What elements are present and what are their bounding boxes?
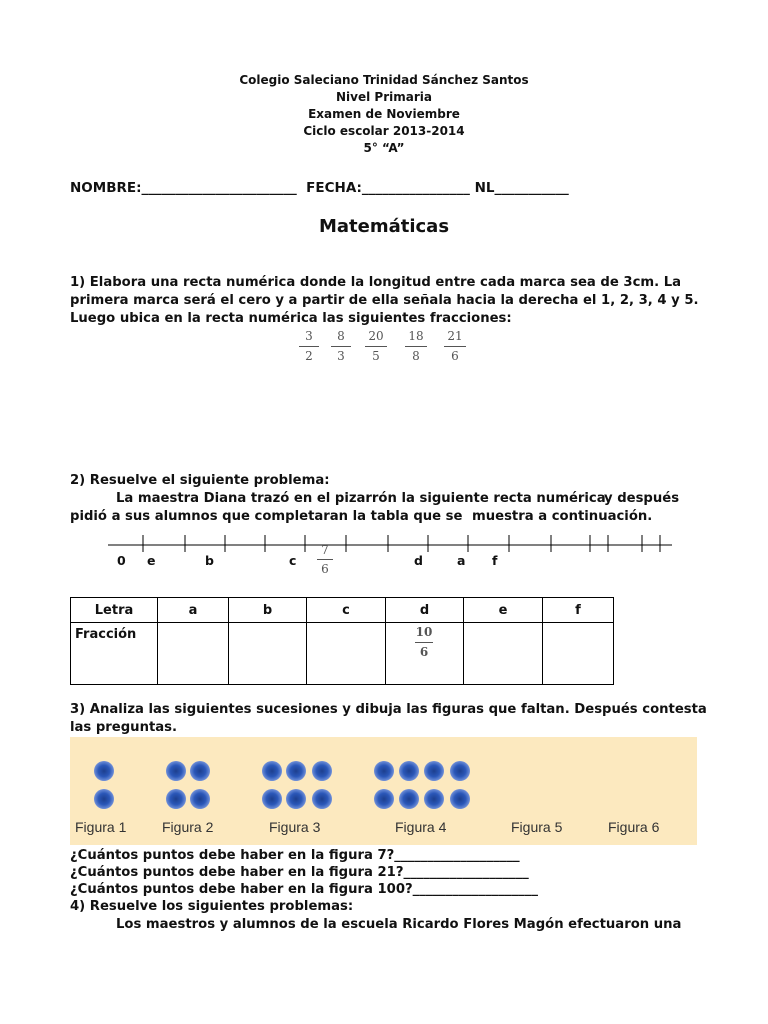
table-header-cell: d	[386, 598, 464, 623]
q2-line-1: La maestra Diana trazó en el pizarrón la siguiente recta numérica	[116, 491, 606, 506]
q2-line-1-end: y después	[604, 491, 680, 506]
number-line-label-a: a	[457, 553, 466, 568]
q1-fraction-1: 3 2	[298, 329, 320, 364]
table-header-cell: c	[307, 598, 386, 623]
number-line-label-d: d	[414, 553, 423, 568]
school-name: Colegio Saleciano Trinidad Sánchez Santos	[239, 73, 529, 87]
table-header-cell: a	[158, 598, 229, 623]
sequence-dot	[312, 789, 332, 809]
school-cycle: Ciclo escolar 2013-2014	[303, 124, 465, 138]
table-cell-d	[386, 623, 464, 685]
sequence-dot	[190, 789, 210, 809]
figure-label-2: Figura 2	[162, 819, 214, 835]
number-line-label-f: f	[492, 553, 498, 568]
sequence-dot	[450, 789, 470, 809]
school-level: Nivel Primaria	[336, 90, 432, 104]
figure-label-6: Figura 6	[608, 819, 660, 835]
sequence-dot	[424, 761, 444, 781]
number-line-label-0: 0	[117, 553, 126, 568]
sequence-dot	[166, 761, 186, 781]
table-cell-c[interactable]	[307, 623, 386, 685]
figure-label-4: Figura 4	[395, 819, 447, 835]
sequence-dot	[312, 761, 332, 781]
sequence-dot	[450, 761, 470, 781]
q3-question-1: ¿Cuántos puntos debe haber en la figura 7?___________________	[70, 848, 520, 863]
sequence-dot	[374, 789, 394, 809]
table-cell-e[interactable]	[464, 623, 543, 685]
sequence-dot	[399, 789, 419, 809]
q1-fraction-3: 20 5	[364, 329, 388, 364]
table-header-cell: f	[543, 598, 614, 623]
figure-label-5: Figura 5	[511, 819, 563, 835]
sequence-dot	[374, 761, 394, 781]
q3-line-1: 3) Analiza las siguientes sucesiones y dibuja las figuras que faltan. Después contesta	[70, 702, 707, 717]
number-line-label-b: b	[205, 553, 214, 568]
number-line-label-e: e	[147, 553, 156, 568]
sequence-panel	[70, 737, 697, 845]
table-header-cell: Letra	[71, 598, 158, 623]
figure-label-3: Figura 3	[269, 819, 321, 835]
q2-title: 2) Resuelve el siguiente problema:	[70, 473, 330, 488]
sequence-dot	[399, 761, 419, 781]
q1-fraction-5: 21 6	[443, 329, 467, 364]
sequence-dot	[286, 761, 306, 781]
sequence-dot	[262, 761, 282, 781]
exam-name: Examen de Noviembre	[308, 107, 460, 121]
student-fields: NOMBRE:_______________________ FECHA:________________ NL___________	[70, 180, 569, 196]
table-row-label: Fracción	[71, 623, 158, 685]
table-header-row	[71, 598, 614, 623]
fraction-table	[70, 597, 614, 685]
q1-line-3: Luego ubica en la recta numérica las siguientes fracciones:	[70, 311, 512, 326]
number-line-label-c: c	[289, 553, 297, 568]
table-header-cell: e	[464, 598, 543, 623]
sequence-dot	[424, 789, 444, 809]
table-row	[71, 623, 614, 685]
sequence-dot	[262, 789, 282, 809]
q3-question-2: ¿Cuántos puntos debe haber en la figura 21?___________________	[70, 865, 529, 880]
table-fraction-d: 10 6	[415, 625, 433, 659]
table-header-cell: b	[229, 598, 307, 623]
sequence-dot	[94, 789, 114, 809]
q2-line-2: pidió a sus alumnos que completaran la tabla que se	[70, 509, 463, 524]
q4-line-1: Los maestros y alumnos de la escuela Ricardo Flores Magón efectuaron una	[116, 917, 682, 932]
table-cell-a[interactable]	[158, 623, 229, 685]
group-label: 5° “A”	[363, 141, 405, 155]
q1-fraction-4: 18 8	[404, 329, 428, 364]
sequence-dot	[166, 789, 186, 809]
q1-line-2: primera marca será el cero y a partir de ella señala hacia la derecha el 1, 2, 3, 4 y 5.	[70, 293, 699, 308]
q3-question-3: ¿Cuántos puntos debe haber en la figura 100?___________________	[70, 882, 538, 897]
q2-line-2-end: muestra a continuación.	[472, 509, 653, 524]
sequence-dot	[94, 761, 114, 781]
number-line	[0, 530, 768, 560]
table-cell-b[interactable]	[229, 623, 307, 685]
figure-label-1: Figura 1	[75, 819, 127, 835]
q1-fraction-2: 8 3	[330, 329, 352, 364]
sequence-dot	[286, 789, 306, 809]
table-cell-f[interactable]	[543, 623, 614, 685]
number-line-fraction: 7 6	[316, 543, 334, 576]
page-title: Matemáticas	[318, 216, 450, 237]
q4-title: 4) Resuelve los siguientes problemas:	[70, 899, 354, 914]
q1-line-1: 1) Elabora una recta numérica donde la longitud entre cada marca sea de 3cm. La	[70, 275, 682, 290]
sequence-dot	[190, 761, 210, 781]
q3-line-2: las preguntas.	[70, 720, 178, 735]
